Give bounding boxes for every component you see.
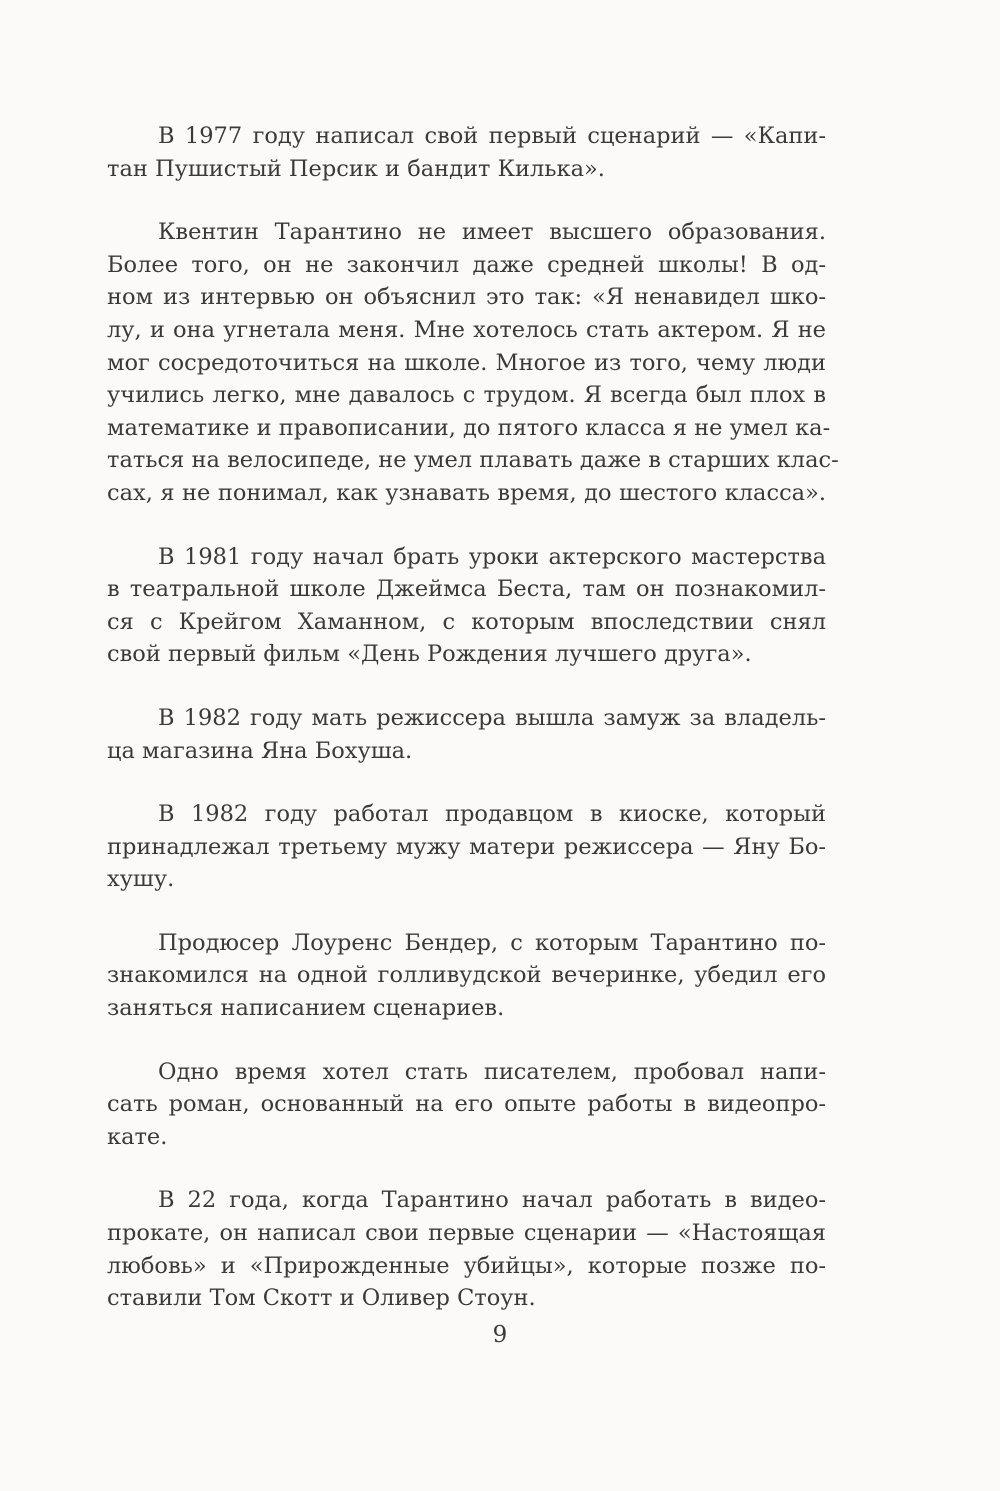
text-line: ца магазина Яна Бохуша. (107, 737, 413, 764)
paragraph-1 (107, 120, 826, 185)
text-line: принадлежал третьему мужу матери режиссера — Яну Бо- (107, 833, 826, 860)
paragraph-2 (107, 216, 839, 509)
text-line: таться на велосипеде, не умел плавать даже в старших клас- (107, 447, 839, 474)
paragraph-4 (107, 702, 826, 767)
text-line: свой первый фильм «День Рождения лучшего друга». (107, 641, 752, 668)
text-line: прокате, он написал свои первые сценарии — «Настоящая (107, 1220, 826, 1247)
text-line: В 22 года, когда Тарантино начал работать в видео- (158, 1187, 826, 1214)
text-line: Более того, он не закончил даже средней школы! В од- (107, 251, 826, 278)
text-line: тан Пушистый Персик и бандит Килька». (107, 155, 605, 182)
text-line: мог сосредоточиться на школе. Многое из того, чему люди (107, 349, 826, 376)
text-line: Продюсер Лоуренс Бендер, с которым Тарантино по- (158, 929, 826, 956)
text-line: В 1982 году мать режиссера вышла замуж за владель- (158, 704, 826, 731)
text-line: любовь» и «Прирожденные убийцы», которые позже по- (107, 1252, 826, 1279)
text-line: в театральной школе Джеймса Беста, там он познакомил- (107, 576, 826, 603)
text-line: В 1977 году написал свой первый сценарий — «Капи- (158, 123, 826, 149)
text-line: лу, и она угнетала меня. Мне хотелось стать актером. Я не (107, 316, 826, 343)
text-line: Одно время хотел стать писателем, пробовал напи- (158, 1058, 826, 1085)
text-line: ся с Крейгом Хаманном, с которым впоследствии снял (107, 608, 826, 635)
paragraph-3 (107, 541, 826, 671)
text-line: сать роман, основанный на его опыте работы в видеопро- (107, 1091, 826, 1118)
text-line: сах, я не понимал, как узнавать время, до шестого класса». (107, 479, 826, 506)
text-line: В 1982 году работал продавцом в киоске, который (158, 801, 826, 828)
body-text (107, 120, 839, 1315)
text-line: заняться написанием сценариев. (107, 995, 505, 1022)
paragraph-7 (107, 1056, 826, 1154)
text-line: математике и правописании, до пятого класса я не умел ка- (107, 414, 831, 441)
text-line: знакомился на одной голливудской вечеринке, убедил его (107, 962, 826, 989)
text-line: Квентин Тарантино не имеет высшего образования. (158, 219, 826, 246)
paragraph-8 (107, 1184, 826, 1314)
text-line: кате. (107, 1123, 168, 1150)
paragraph-5 (107, 798, 826, 896)
paragraph-6 (107, 927, 826, 1025)
text-line: учились легко, мне давалось с трудом. Я всегда был плох в (107, 382, 826, 409)
text-line: ном из интервью он объяснил это так: «Я ненавидел шко- (107, 284, 826, 311)
text-line: В 1981 году начал брать уроки актерского мастерства (158, 543, 826, 570)
text-line: хушу. (107, 866, 175, 893)
page-number: 9 (492, 1322, 508, 1348)
text-line: ставили Том Скотт и Оливер Стоун. (107, 1285, 536, 1312)
